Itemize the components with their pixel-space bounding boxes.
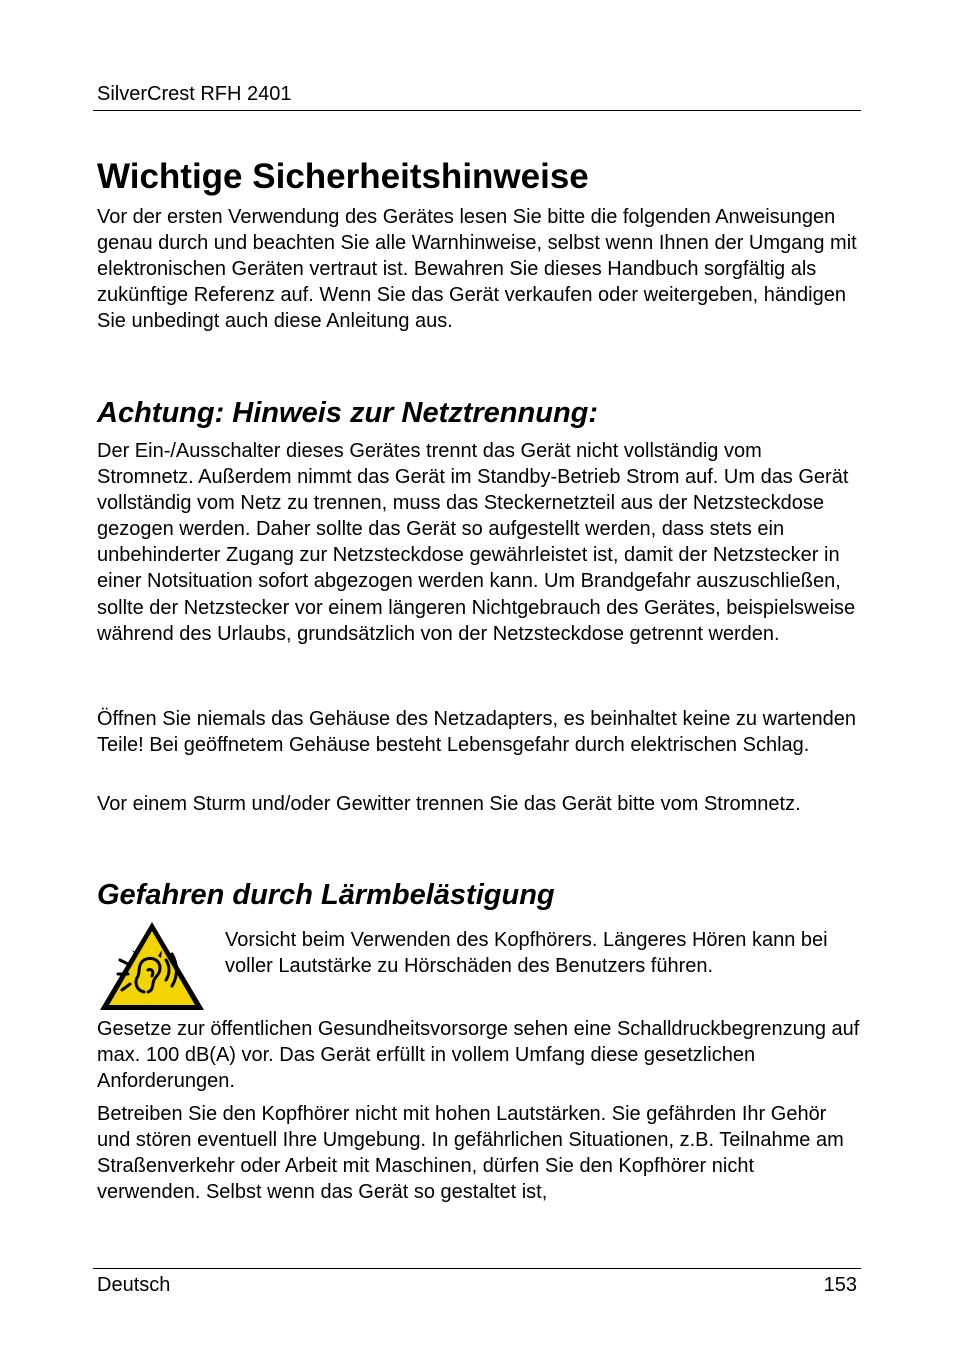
hearing-damage-warning-icon	[98, 920, 206, 1012]
netztrennung-paragraph-2: Öffnen Sie niemals das Gehäuse des Netzadapters, es beinhaltet keine zu wartenden Teile! Bei geöffnetem Gehäuse besteht Lebensgefahr durch elektrischen Schlag.	[97, 708, 856, 757]
laermbelaestigung-paragraph-1: Gesetze zur öffentlichen Gesundheitsvorsorge sehen eine Schalldruckbegrenzung auf max. 100 dB(A) vor. Das Gerät erfüllt in vollem Umfang diese gesetzlichen Anforderungen.	[97, 1018, 860, 1093]
page-number: 153	[823, 1274, 857, 1296]
netztrennung-paragraph-3: Vor einem Sturm und/oder Gewitter trennen Sie das Gerät bitte vom Stromnetz.	[97, 793, 801, 815]
footer-language: Deutsch	[97, 1274, 171, 1296]
hearing-warning-text: Vorsicht beim Verwenden des Kopfhörers. Längeres Hören kann bei voller Lautstärke zu Hörschäden des Benutzers führen.	[225, 929, 828, 978]
laermbelaestigung-paragraph-2: Betreiben Sie den Kopfhörer nicht mit hohen Lautstärken. Sie gefährden Ihr Gehör und stören eventuell Ihre Umgebung. In gefährlichen Situationen, z.B. Teilnahme am Straßenverkehr oder Arbeit mit Maschinen, dürfen Sie den Kopfhörer nicht verwenden. Selbst wenn das Gerät so gestaltet ist,	[97, 1103, 844, 1204]
intro-paragraph: Vor der ersten Verwendung des Gerätes lesen Sie bitte die folgenden Anweisungen genau durch und beachten Sie alle Warnhinweise, selbst wenn Ihnen der Umgang mit elektronischen Geräten vertraut ist. Bewahren Sie dieses Handbuch sorgfältig als zukünftige Referenz auf. Wenn Sie das Gerät verkaufen oder weitergeben, händigen Sie unbedingt auch diese Anleitung aus.	[97, 206, 857, 333]
page-title: Wichtige Sicherheitshinweise	[97, 157, 589, 196]
section-heading-netztrennung: Achtung: Hinweis zur Netztrennung:	[97, 397, 599, 429]
netztrennung-paragraph-1: Der Ein-/Ausschalter dieses Gerätes trennt das Gerät nicht vollständig vom Stromnetz. Außerdem nimmt das Gerät im Standby-Betrieb Strom auf. Um das Gerät vollständig vom Netz zu trennen, muss das Steckernetzteil aus der Netzsteckdose gezogen werden. Daher sollte das Gerät so aufgestellt werden, dass stets ein unbehinderter Zugang zur Netzsteckdose gewährleistet ist, damit der Netzstecker in einer Notsituation sofort abgezogen werden kann. Um Brandgefahr auszuschließen, sollte der Netzstecker vor einem längeren Nichtgebrauch des Gerätes, beispielsweise während des Urlaubs, grundsätzlich von der Netzsteckdose getrennt werden.	[97, 440, 856, 645]
page-header-product: SilverCrest RFH 2401	[97, 83, 292, 105]
header-rule	[93, 110, 861, 111]
footer-rule	[93, 1268, 861, 1269]
section-heading-laermbelaestigung: Gefahren durch Lärmbelästigung	[97, 879, 555, 911]
